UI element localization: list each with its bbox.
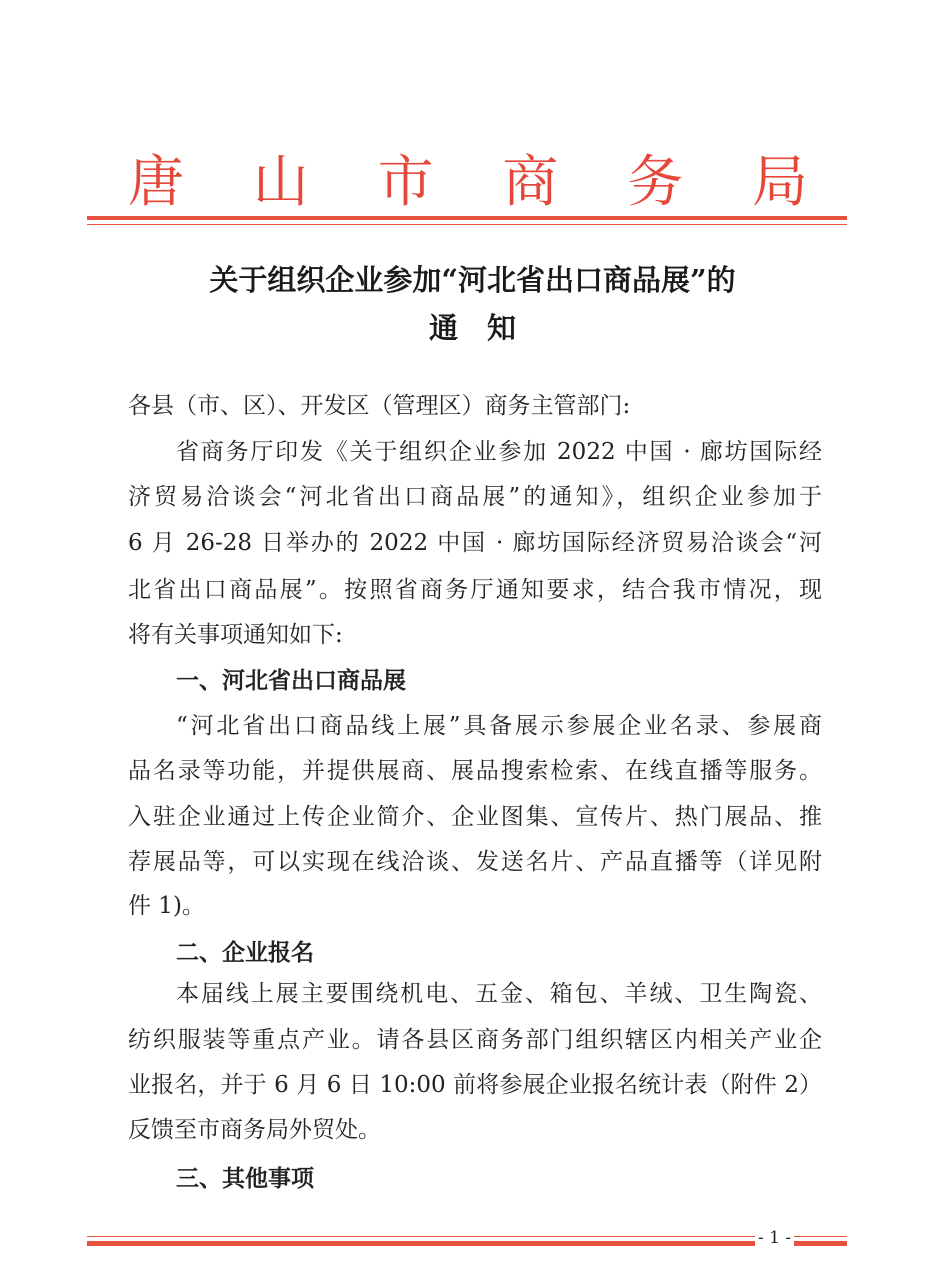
issuer-char: 务 <box>627 150 684 215</box>
paragraph-line: 省商务厅印发《关于组织企业参加 2022 中国 · 廊坊国际经 <box>176 439 822 465</box>
doc-title-line2: 通 知 <box>428 311 516 345</box>
salutation: 各县（市、区）、开发区（管理区）商务主管部门: <box>128 393 631 419</box>
footer-rule-thin <box>87 1236 847 1237</box>
paragraph-line: 纺织服装等重点产业。请各县区商务部门组织辖区内相关产业企 <box>128 1027 822 1053</box>
section-heading-3: 三、其他事项 <box>176 1166 314 1192</box>
paragraph-line: 入驻企业通过上传企业简介、企业图集、宣传片、热门展品、推 <box>128 804 822 830</box>
paragraph-line: 业报名，并于 6 月 6 日 10:00 前将参展企业报名统计表（附件 2） <box>128 1072 822 1098</box>
issuer-char: 唐 <box>128 150 184 215</box>
issuer-char: 山 <box>252 150 309 215</box>
paragraph-line: “河北省出口商品线上展”具备展示参展企业名录、参展商 <box>176 713 822 739</box>
paragraph-line: 本届线上展主要围绕机电、五金、箱包、羊绒、卫生陶瓷、 <box>176 981 822 1007</box>
header-rule-thick <box>87 216 847 220</box>
paragraph-line: 济贸易洽谈会“河北省出口商品展”的通知》，组织企业参加于 <box>128 484 822 510</box>
paragraph-line: 品名录等功能，并提供展商、展品搜索检索、在线直播等服务。 <box>128 758 822 784</box>
footer-rule-thick <box>87 1241 847 1246</box>
paragraph-line: 荐展品等，可以实现在线洽谈、发送名片、产品直播等（详见附 <box>128 849 822 875</box>
paragraph-line: 件 1)。 <box>128 893 205 919</box>
paragraph-line: 6 月 26-28 日举办的 2022 中国 · 廊坊国际经济贸易洽谈会“河 <box>128 530 822 556</box>
section-heading-1: 一、河北省出口商品展 <box>176 668 406 694</box>
issuer-char: 市 <box>377 150 434 215</box>
paragraph-line: 将有关事项通知如下: <box>128 622 343 648</box>
header-rule-thin <box>87 224 847 225</box>
issuer-char: 商 <box>502 150 559 215</box>
issuer-char: 局 <box>751 150 808 215</box>
issuer-header <box>128 138 808 218</box>
section-heading-2: 二、企业报名 <box>176 940 314 966</box>
paragraph-line: 北省出口商品展”。按照省商务厅通知要求，结合我市情况，现 <box>128 577 822 603</box>
doc-title-line1: 关于组织企业参加“河北省出口商品展”的 <box>209 263 736 297</box>
page-number: - 1 - <box>755 1228 794 1248</box>
paragraph-line: 反馈至市商务局外贸处。 <box>128 1117 381 1143</box>
